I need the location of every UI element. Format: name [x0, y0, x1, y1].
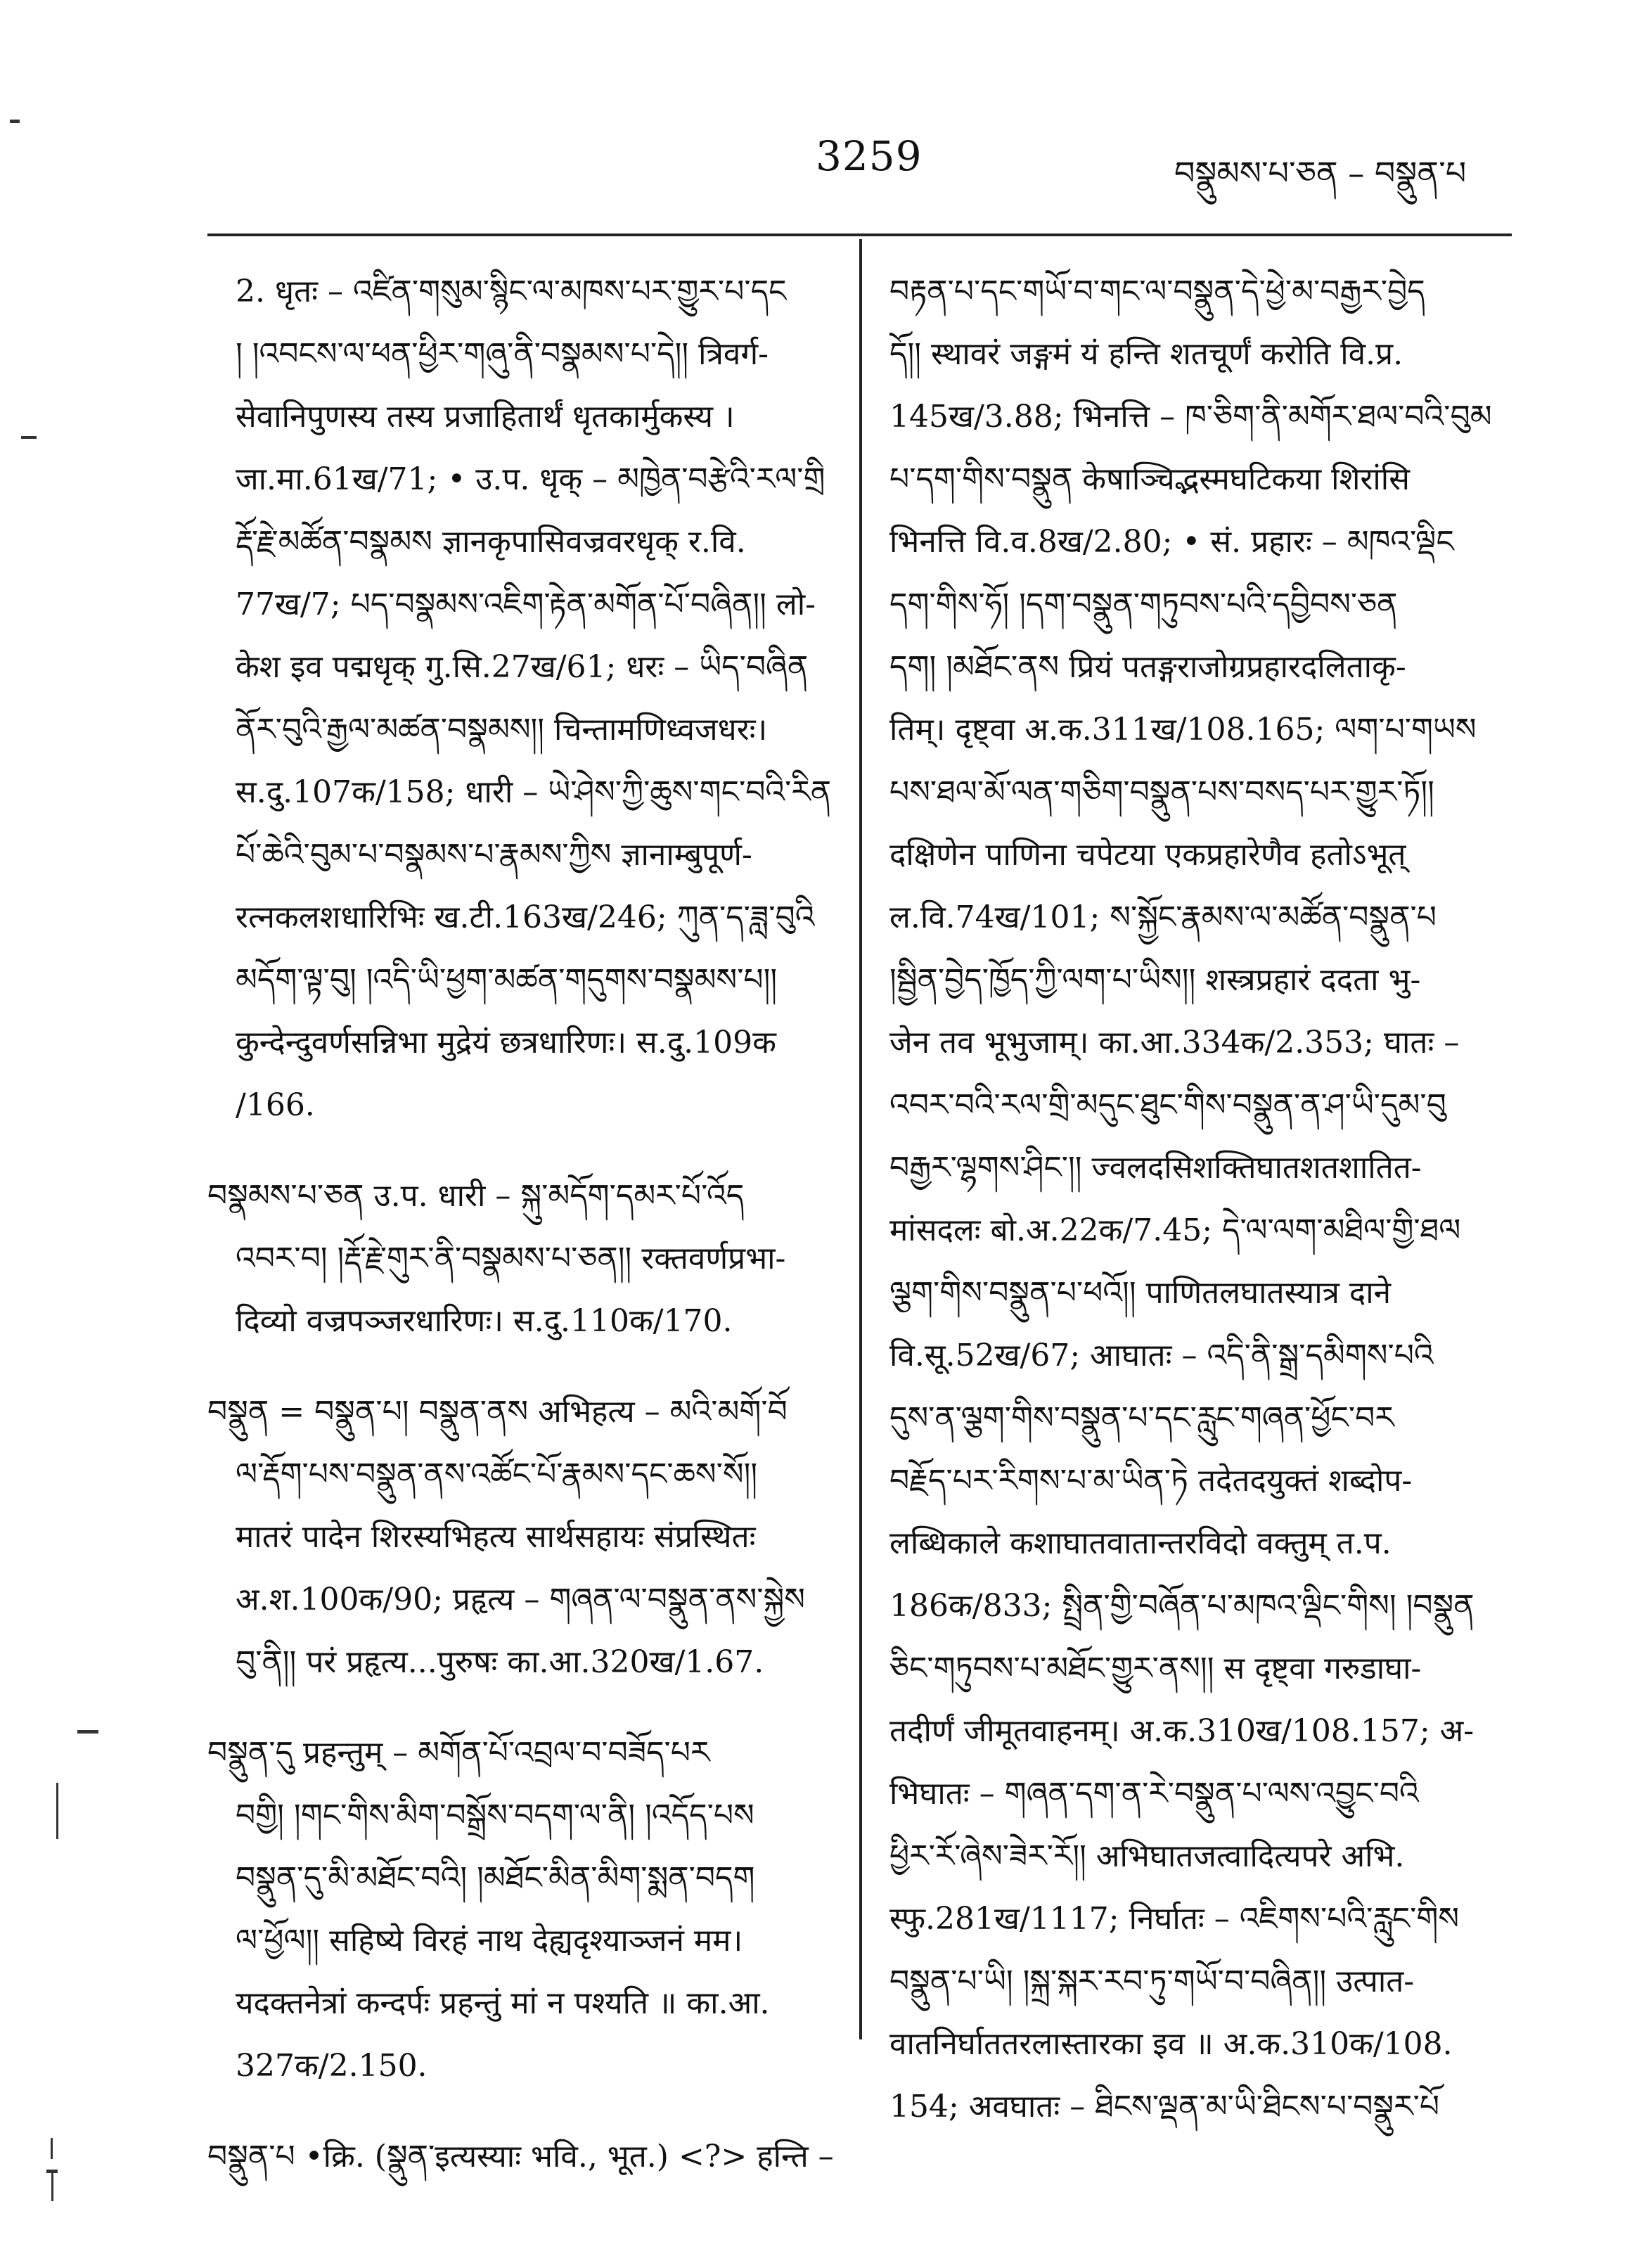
text-line: བུ་ནི།། परं प्रहृत्य...पुरुषः का.आ.320ख/1.67. [236, 1644, 764, 1680]
text-line: 327क/2.150. [236, 2048, 428, 2084]
text-line: འབར་བ། །རྡོ་རྗེ་གུར་ནི་བསྣམས་པ་ཅན།། रक्तवर्णप्रभा- [236, 1241, 786, 1276]
text-line: ནོར་བུའི་རྒྱལ་མཚན་བསྣམས།། चिन्तामणिध्वजधरः। [236, 712, 768, 748]
text-line: བགྱི། །གང་གིས་མིག་བསྒྲོས་བདག་ལ་ནི། །འདོད་པས [236, 1798, 754, 1833]
text-line: ཕྱིར་རོ་ཞེས་ཟེར་རོ།། अभिघातजत्वादित्यपरे अभि. [889, 1838, 1405, 1874]
text-line: བརྗོད་པར་རིགས་པ་མ་ཡིན་ཏེ तदेतदयुक्तं शब्दोप- [889, 1463, 1413, 1499]
text-line: 145ख/3.88; भिनत्ति – ཁ་ཅིག་ནི་མགོར་ཐལ་བའི་བུམ [889, 399, 1492, 435]
text-line: བརྒྱར་ལྷགས་ཤིང་།། ज्वलदसिशक्तिघातशतशातित- [889, 1150, 1422, 1186]
text-line: स्फु.281ख/1117; निर्घातः – འཇིགས་པའི་རླུང་གིས [889, 1901, 1460, 1937]
running-head: བསྣུམས་པ་ཅན – བསྣུན་པ [1174, 154, 1467, 192]
entry-headword-line: བསྣུན = བསྣུན་པ། བསྣུན་ནས अभिहत्य – མའི་མགོ་བོ [207, 1394, 788, 1430]
text-line: བསྣུན་པ་ཡི། །སྐྲ་སྐར་རབ་ཏུ་གཡོ་བ་བཞིན།། उत्पात- [889, 1963, 1415, 1999]
text-line: भिनत्ति वि.व.8ख/2.80; • सं. प्रहारः – མཁའ་ལྡིང [889, 524, 1454, 560]
text-line: स.दु.107क/158; धारी – ཡེ་ཤེས་ཀྱི་ཆུས་གང་བའི་རིན [236, 774, 832, 810]
text-line: लब्धिकाले कशाघातवातान्तरविदो वक्तुम् त.प. [889, 1525, 1392, 1561]
page-number: 3259 [816, 132, 923, 180]
text-line: ། །འབངས་ལ་ཕན་ཕྱིར་གཞུ་ནི་བསྣམས་པ་དེ།། त्रिवर्ग- [236, 336, 769, 372]
paragraph-gap [236, 2097, 840, 2125]
text-line: तिम्। दृष्ट्वा अ.क.311ख/108.165; ལག་པ་གཡས [889, 712, 1477, 748]
text-line: ལ་རྡོག་པས་བསྣུན་ནས་འཚོང་པོ་རྣམས་དང་ཆས་སོ།། [236, 1456, 758, 1492]
left-column [207, 260, 840, 2188]
text-line: मांसदलः बो.अ.22क/7.45; དེ་ལ་ལག་མཐིལ་གྱི་ཐལ [889, 1212, 1461, 1248]
text-line: वातनिर्घाततरलास्तारका इव ॥ अ.क.310क/108. [889, 2026, 1453, 2062]
entry-headword-line: བསྣམས་པ་ཅན उ.प. धारी – སྐུ་མདོག་དམར་པོ་འོད [207, 1178, 745, 1214]
text-line: 154; अवघातः – ཐིངས་ལྡན་མ་ཡི་ཐིངས་པ་བསྣུར་པོ [889, 2089, 1440, 2125]
text-line: །སྦྱིན་བྱེད་ཁྱོད་ཀྱི་ལག་པ་ཡིས།། शस्त्रप्रहारं ददता भु- [889, 962, 1421, 998]
text-line: མདོག་ལྟ་བུ། །འདི་ཡི་ཕྱག་མཚན་གདུགས་བསྣམས་པ།། [236, 962, 778, 998]
text-line: वि.सू.52ख/67; आघातः – འདི་ནི་སྒྲ་དམིགས་པའི [889, 1338, 1434, 1373]
margin-mark [56, 1783, 58, 1839]
text-line: དོ།། स्थावरं जङ्गमं यं हन्ति शतचूर्णं करोति वि.प्र. [889, 336, 1403, 372]
paragraph-gap [236, 1136, 840, 1165]
margin-mark [51, 2173, 53, 2201]
text-line: 2. धृतः – འཛིན་གསུམ་སྙིང་ལ་མཁས་པར་གྱུར་པ་དང [236, 274, 787, 309]
margin-mark [21, 436, 37, 439]
text-line: བརྟན་པ་དང་གཡོ་བ་གང་ལ་བསྣུན་དེ་ཕྱེ་མ་བརྒྱར་བྱེད [889, 274, 1425, 309]
text-line: པ་དག་གིས་བསྣུན केषाञ्चिद्भस्मघटिकया शिरांसि [889, 461, 1410, 497]
text-line: सेवानिपुणस्य तस्य प्रजाहितार्थं धृतकार्मुकस्य । [236, 399, 735, 435]
text-line: /166. [236, 1087, 315, 1123]
text-line: དག། །མཐོང་ནས प्रियं पतङ्गराजोग्रप्रहारदलिताकृ- [889, 649, 1406, 685]
text-line: मातरं पादेन शिरस्यभिहत्य सार्थसहायः संप्रस्थितः [236, 1519, 756, 1555]
text-line: དུས་ན་ལྕག་གིས་བསྣུན་པ་དང་རླུང་གཞན་ཕྱོང་བར [889, 1400, 1394, 1436]
text-line: केश इव पद्मधृक् गु.सि.27ख/61; धरः – ཡིད་བཞིན [236, 649, 809, 685]
text-line: यदक्तनेत्रां कन्दर्पः प्रहन्तुं मां न पश्यति ॥ का.आ. [236, 1985, 770, 2021]
text-line: རྡོ་རྗེ་མཚོན་བསྣམས ज्ञानकृपासिवज्रवरधृक् र.वि. [236, 524, 746, 560]
entry-headword-line: བསྣུན་དུ प्रहन्तुम् – མགོན་པོ་འབྲལ་བ་བཟོད་པར [207, 1735, 710, 1771]
paragraph-gap [236, 1352, 840, 1380]
margin-mark [10, 120, 20, 123]
text-line: ल.वि.74ख/101; ས་སྐྱོང་རྣམས་ལ་མཚོན་བསྣུན་པ [889, 899, 1437, 935]
right-column [889, 260, 1505, 2138]
text-line: ལ་ཕྱོལ།། सहिष्ये विरहं नाथ देह्यदृश्याञ्जनं मम। [236, 1923, 743, 1959]
text-line: པོ་ཆེའི་བུམ་པ་བསྣམས་པ་རྣམས་ཀྱིས ज्ञानाम्बुपूर्ण- [236, 837, 752, 873]
text-line: པས་ཐལ་མོ་ལན་གཅིག་བསྣུན་པས་བསད་པར་གྱུར་ཏོ།། [889, 774, 1434, 810]
margin-mark [77, 1730, 98, 1734]
text-line: कुन्देन्दुवर्णसन्निभा मुद्रेयं छत्रधारिणः। स.दु.109क [236, 1025, 776, 1061]
text-line: जा.मा.61ख/71; • उ.प. धृक् – མཁྱེན་བརྩེའི་རལ་གྲི [236, 461, 825, 497]
column-divider [859, 239, 862, 2039]
text-line: अ.श.100क/90; प्रहृत्य – གཞན་ལ་བསྣུན་ནས་སྐྱེས [236, 1582, 805, 1617]
text-line: दक्षिणेन पाणिना चपेटया एकप्रहारेणैव हतोऽभूत् [889, 837, 1406, 873]
entry-headword-line: བསྣུན་པ •क्रि. (སྣུན་इत्यस्याः भवि., भूत.) <?> हन्ति – [207, 2139, 834, 2174]
paragraph-gap [236, 1693, 840, 1722]
text-line: भिघातः – གཞན་དག་ན་རེ་བསྣུན་པ་ལས་འབྱུང་བའི [889, 1776, 1419, 1812]
text-line: འབར་བའི་རལ་གྲི་མདུང་ཐུང་གིས་བསྣུན་ན་ཤ་ཡི་དུམ་བུ [889, 1087, 1446, 1123]
text-line: रत्नकलशधारिभिः ख.टी.163ख/246; ཀུན་ད་ཟླ་བུའི [236, 899, 815, 935]
text-line: जेन तव भूभुजाम्। का.आ.334क/2.353; घातः – [889, 1025, 1460, 1061]
top-rule [207, 233, 1512, 236]
text-line: བསྣུན་དུ་མི་མཐོང་བའི། །མཐོང་མིན་མིག་སྨན་བདག [236, 1860, 755, 1896]
text-line: दिव्यो वज्रपञ्जरधारिणः। स.दु.110क/170. [236, 1303, 733, 1339]
text-line: དག་གིས་ཧོ། །དག་བསྣུན་གཏུབས་པའི་དབྱིབས་ཅན [889, 587, 1398, 622]
text-line: ལྕག་གིས་བསྣུན་པ་ཕའོ།། पाणितलघातस्यात्र दाने [889, 1275, 1392, 1311]
text-line: 186क/833; སྤྲིན་གྱི་བཞོན་པ་མཁའ་ལྡིང་གིས། །བསྣུན [889, 1588, 1474, 1624]
text-line: तदीर्णं जीमूतवाहनम्। अ.क.310ख/108.157; अ- [889, 1713, 1474, 1749]
text-line: ཅིང་གཏུབས་པ་མཐོང་གྱུར་ནས།། स दृष्ट्वा गरुडाघा- [889, 1651, 1422, 1686]
margin-mark [51, 2138, 53, 2159]
text-line: 77ख/7; པད་བསྣམས་འཇིག་རྟེན་མགོན་པོ་བཞིན།། लो- [236, 587, 816, 622]
